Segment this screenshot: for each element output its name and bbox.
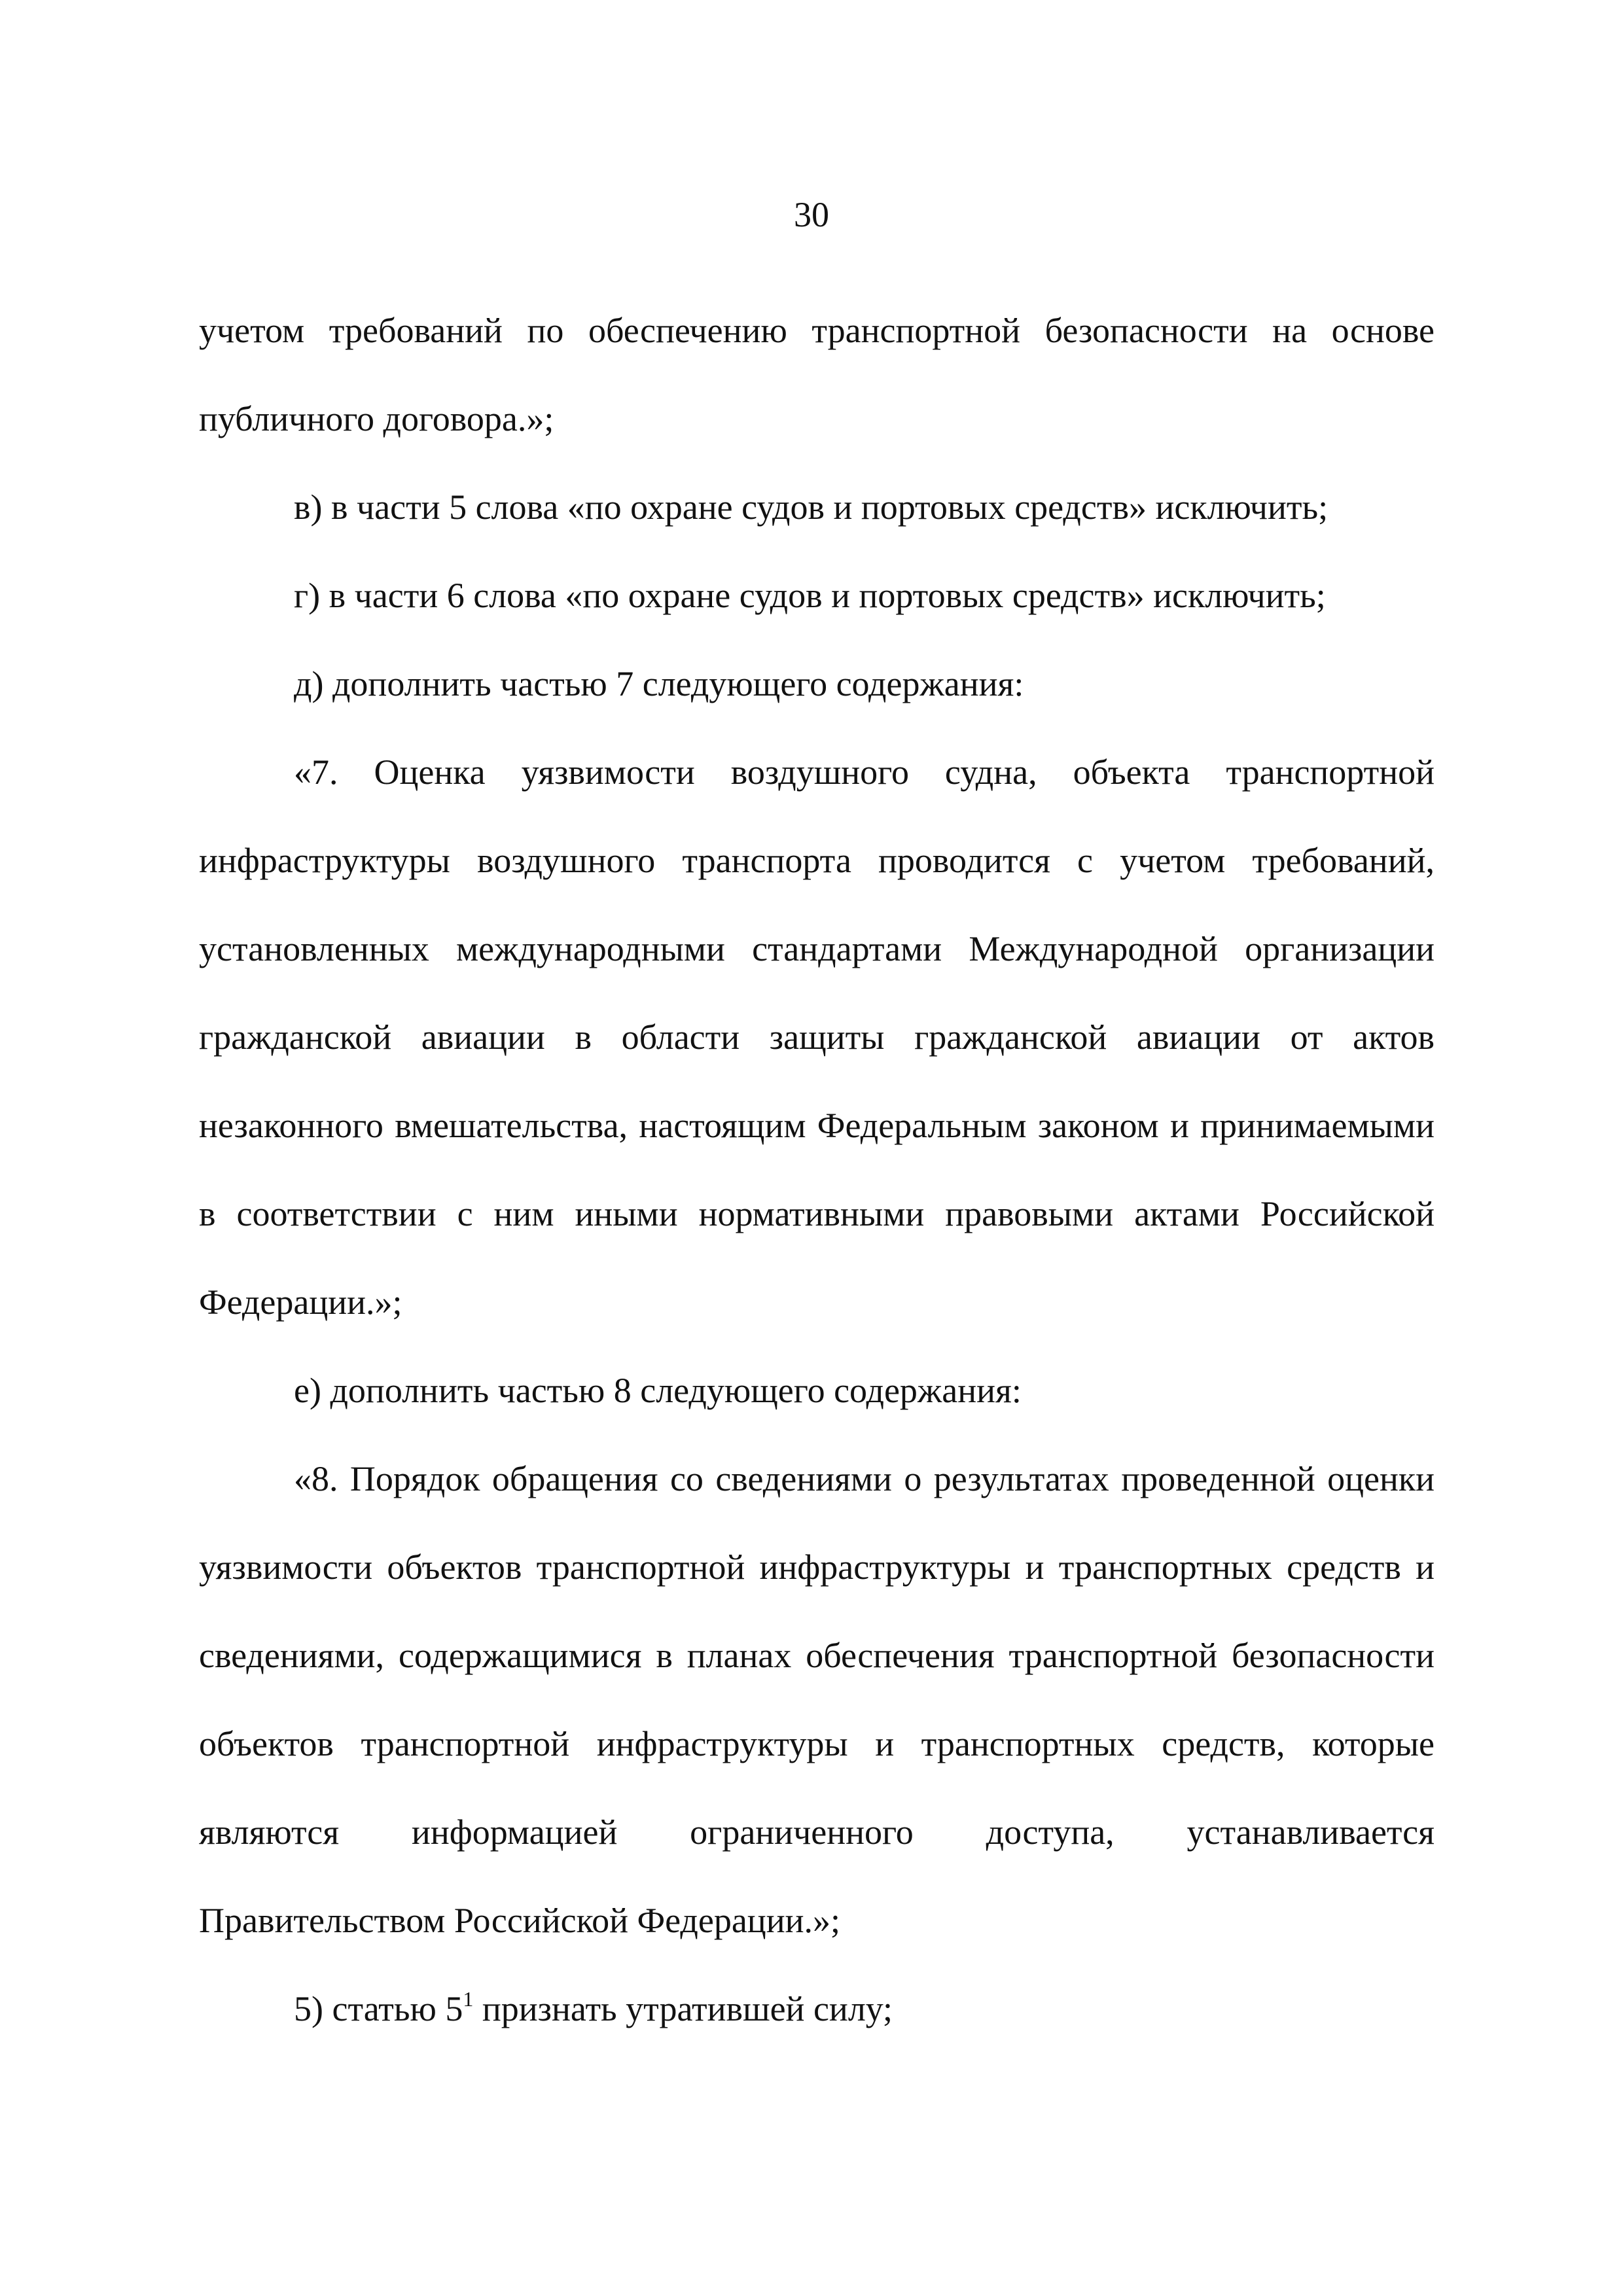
item-5-suffix: признать утратившей силу; — [473, 1989, 893, 2028]
paragraph-item-5 — [199, 1965, 1435, 2053]
document-body — [199, 287, 1435, 2053]
paragraph-item-d: д) дополнить частью 7 следующего содержания: — [294, 664, 1024, 703]
page-number: 30 — [794, 195, 829, 234]
paragraph-item-e: е) дополнить частью 8 следующего содержания: — [294, 1371, 1022, 1410]
paragraph-item-g: г) в части 6 слова «по охране судов и портовых средств» исключить; — [294, 576, 1326, 615]
paragraph-continuation: учетом требований по обеспечению транспортной безопасности на основе публичного договора.»; — [199, 311, 1435, 438]
paragraph-part-8: «8. Порядок обращения со сведениями о результатах проведенной оценки уязвимости объектов транспортной инфраструктуры и транспортных средств и сведениями, содержащимися в планах обеспечения транспортной безопасности объектов транспортной инфраструктуры и транспортных средств, которые являются информацией ограниченного доступа, устанавливается Правительством Российской Федерации.»; — [199, 1459, 1435, 1940]
item-5-prefix: 5) статью 5 — [294, 1989, 463, 2028]
item-5-superscript: 1 — [463, 1987, 474, 2011]
paragraph-part-7: «7. Оценка уязвимости воздушного судна, объекта транспортной инфраструктуры воздушного транспорта проводится с учетом требований, установленных международными стандартами Международной организации гражданской авиации в области защиты гражданской авиации от актов незаконного вмешательства, настоящим Федеральным законом и принимаемыми в соответствии с ним иными нормативными правовыми актами Российской Федерации.»; — [199, 752, 1435, 1322]
paragraph-item-v: в) в части 5 слова «по охране судов и портовых средств» исключить; — [294, 487, 1329, 527]
